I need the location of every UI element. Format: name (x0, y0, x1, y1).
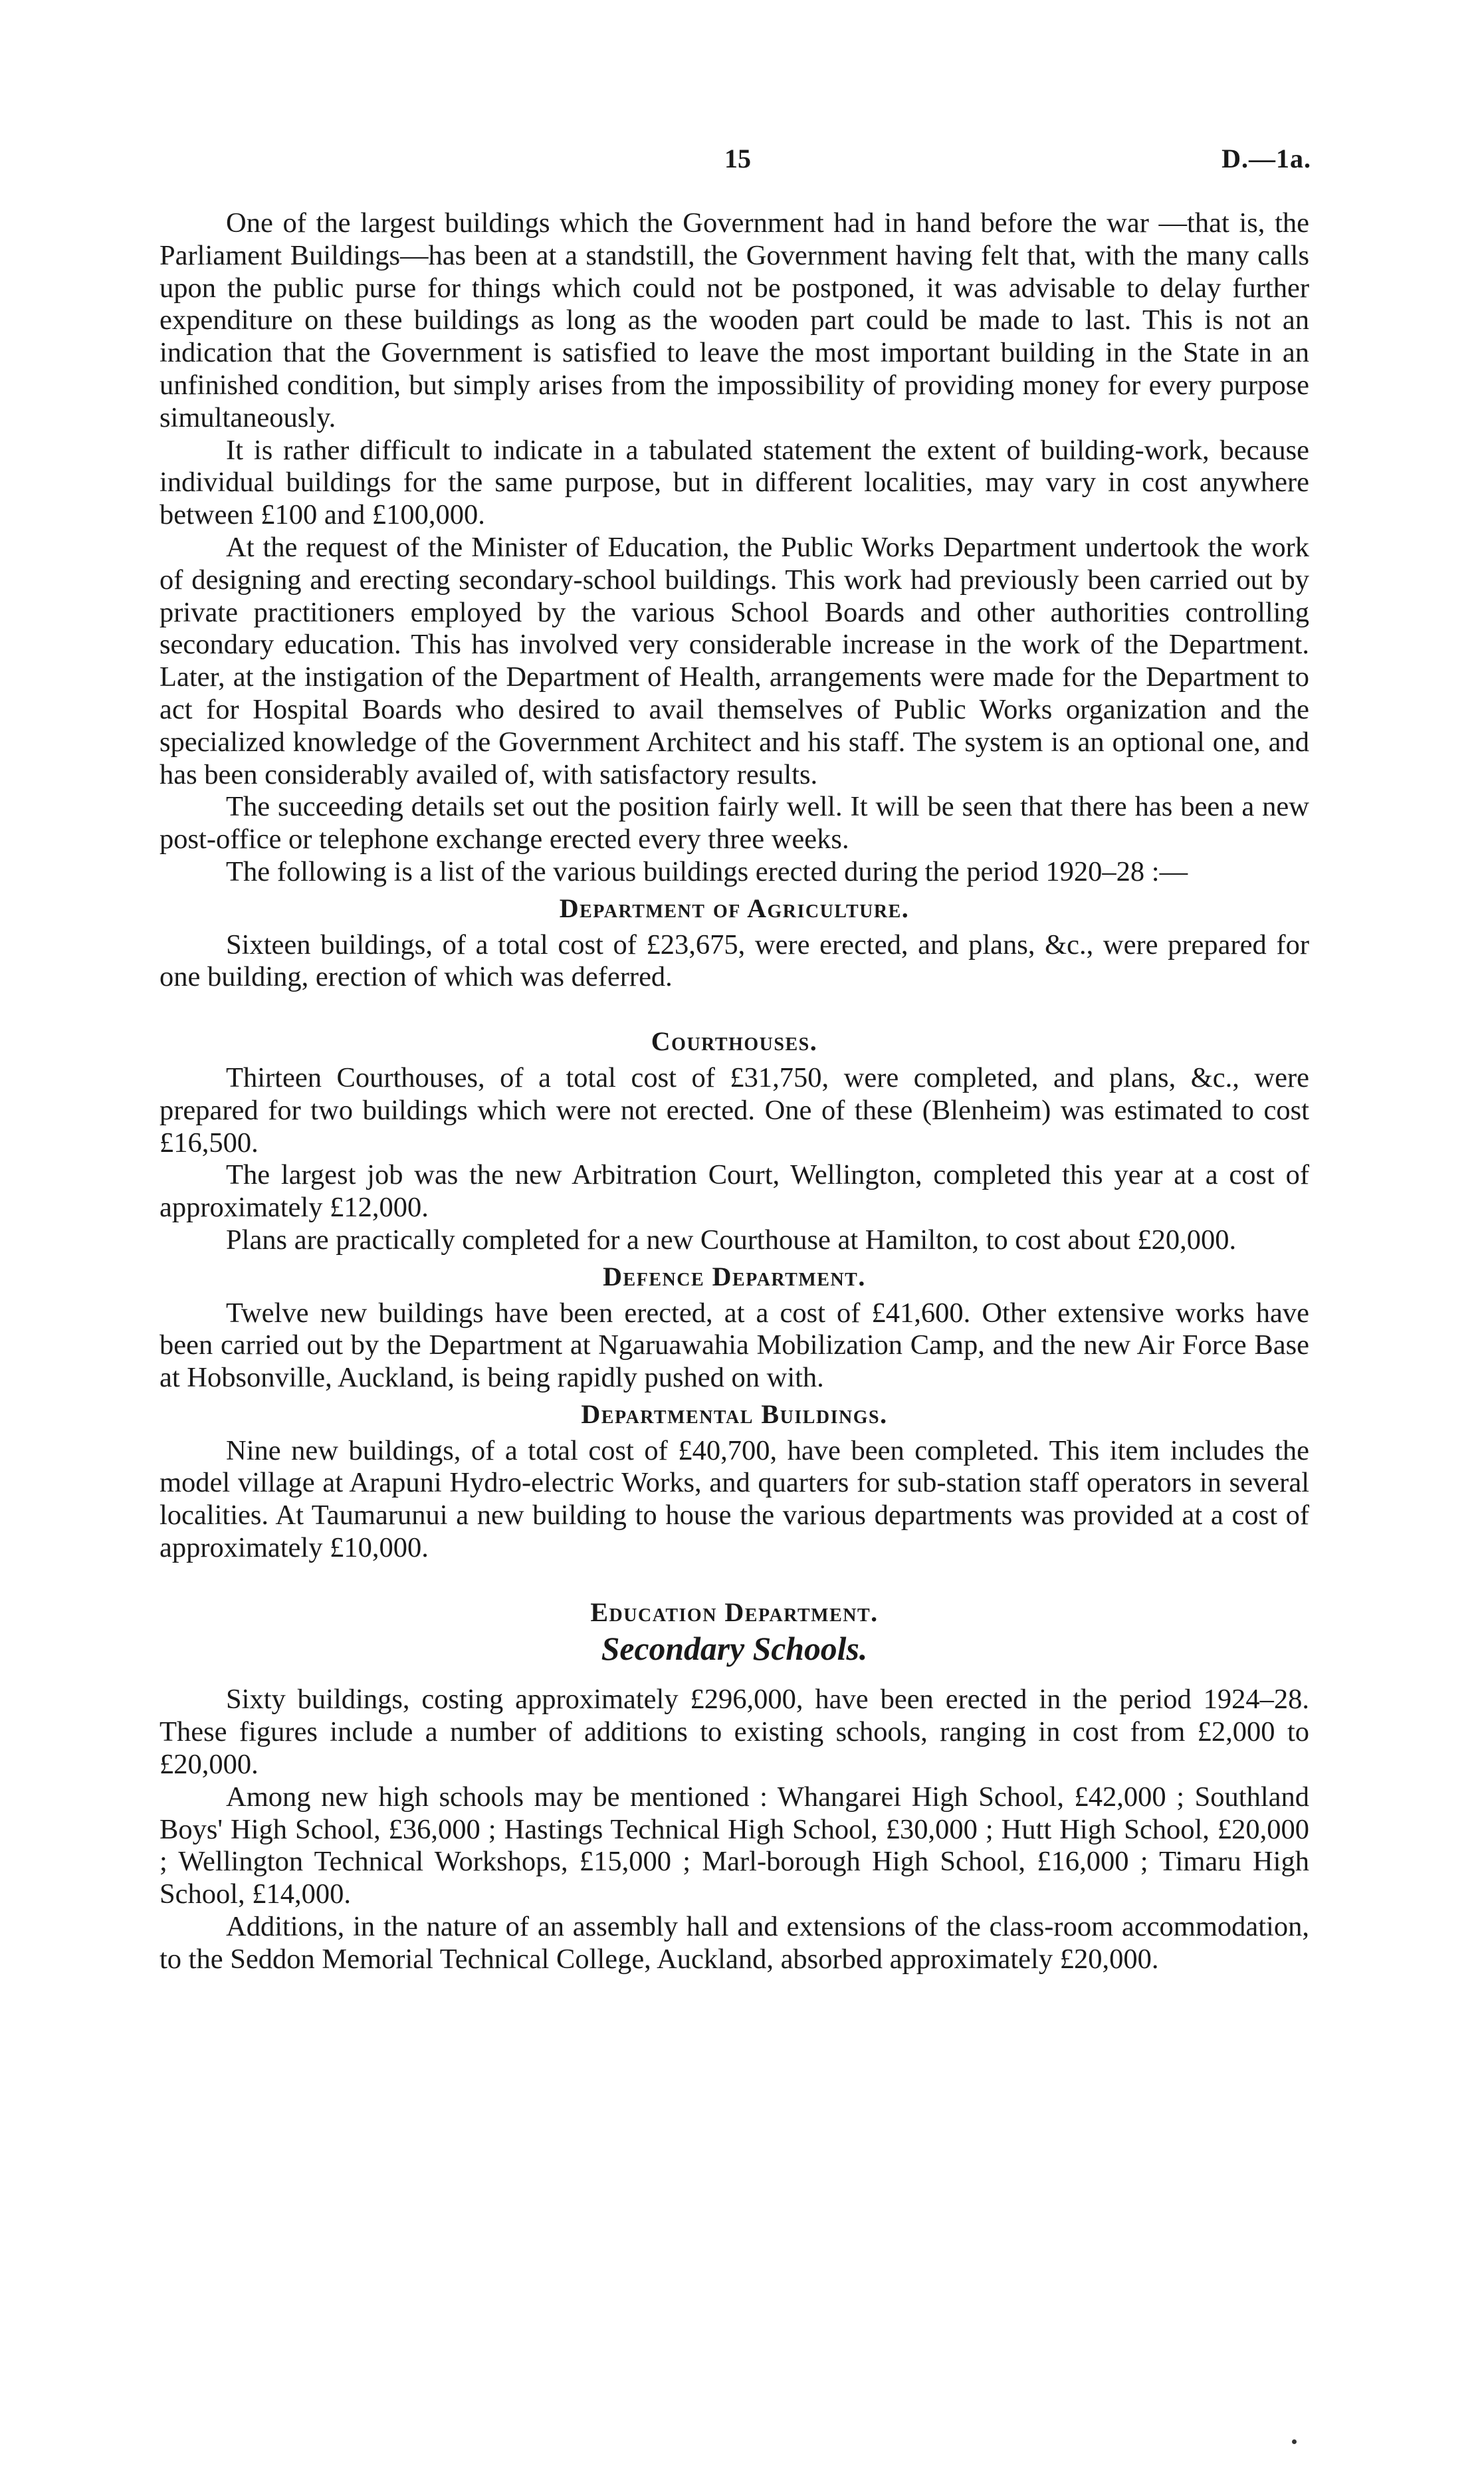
page-number: 15 (724, 144, 751, 173)
paragraph-agriculture: Sixteen buildings, of a total cost of £23,675, were erected, and plans, &c., were prepared for one building, erection of which was deferred. (159, 929, 1309, 993)
heading-departmental-buildings: Departmental Buildings. (581, 1399, 888, 1429)
paragraph-list-intro: The following is a list of the various buildings erected during the period 1920–28 :— (226, 855, 1188, 887)
paragraph-departmental-buildings: Nine new buildings, of a total cost of £40,700, have been completed. This item includes the model village at Arapuni Hydro-electric Works, and quarters for sub-station staff operators in several localities. At Taumarunui a new building to house the various departments was provided at a cost of approximately £10,000. (159, 1434, 1309, 1564)
paragraph-hamilton-courthouse: Plans are practically completed for a new Courthouse at Hamilton, to cost about £20,000. (226, 1224, 1237, 1256)
heading-courthouses: Courthouses. (651, 1026, 818, 1057)
paragraph-post-offices: The succeeding details set out the position fairly well. It will be seen that there has been a new post-office or telephone exchange erected every three weeks. (159, 791, 1309, 855)
paragraph-secondary-schools-total: Sixty buildings, costing approximately £296,000, have been erected in the period 1924–28. These figures include a number of additions to existing schools, ranging in cost from £2,000 to £20,000. (159, 1684, 1309, 1781)
paragraph-courthouses-completed: Thirteen Courthouses, of a total cost of £31,750, were completed, and plans, &c., were prepared for two buildings which were not erected. One of these (Blenheim) was estimated to cost £16,500. (159, 1062, 1309, 1159)
heading-department-of-agriculture: Department of Agriculture. (559, 893, 910, 923)
scan-speck (1292, 2439, 1297, 2444)
paragraph-seddon-memorial-college: Additions, in the nature of an assembly hall and extensions of the class-room accommodation, to the Seddon Memorial Technical College, Auckland, absorbed approximately £20,000. (159, 1911, 1309, 1975)
page-body (159, 207, 1309, 1976)
paragraph-defence: Twelve new buildings have been erected, at a cost of £41,600. Other extensive works have been carried out by the Department at Ngaruawahia Mobilization Camp, and the new Air Force Base at Hobsonville, Auckland, is being rapidly pushed on with. (159, 1297, 1309, 1394)
paragraph-building-work-cost: It is rather difficult to indicate in a tabulated statement the extent of building-work, because individual buildings for the same purpose, but in different localities, may vary in cost anywhere between £100 and £100,000. (159, 434, 1309, 531)
paragraph-new-high-schools: Among new high schools may be mentioned : Whangarei High School, £42,000 ; Southland Boys' High School, £36,000 ; Hastings Technical High School, £30,000 ; Hutt High School, £20,000 ; Wellington Technical Workshops, £15,000 ; Marl-borough High School, £16,000 ; Timaru High School, £14,000. (159, 1781, 1309, 1910)
heading-education-department: Education Department. (590, 1597, 879, 1627)
paragraph-arbitration-court: The largest job was the new Arbitration Court, Wellington, completed this year at a cost of approximately £12,000. (159, 1159, 1309, 1224)
heading-defence-department: Defence Department. (603, 1261, 866, 1291)
paragraph-secondary-school-work: At the request of the Minister of Education, the Public Works Department undertook the work of designing and erecting secondary-school buildings. This work had previously been carried out by private practitioners employed by the various School Boards and other authorities controlling secondary education. This has involved very considerable increase in the work of the Department. Later, at the instigation of the Department of Health, arrangements were made for the Department to act for Hospital Boards who desired to avail themselves of Public Works organization and the specialized knowledge of the Government Architect and his staff. The system is an optional one, and has been considerably availed of, with satisfactory results. (159, 531, 1309, 790)
subheading-secondary-schools: Secondary Schools. (601, 1630, 868, 1667)
document-reference: D.—1a. (1221, 144, 1311, 173)
paragraph-parliament-buildings: One of the largest buildings which the Government had in hand before the war —that is, the Parliament Buildings—has been at a standstill, the Government having felt that, with the many calls upon the public purse for things which could not be postponed, it was advisable to delay further expenditure on these buildings as long as the wooden part could be made to last. This is not an indication that the Government is satisfied to leave the most important building in the State in an unfinished condition, but simply arises from the impossibility of providing money for every purpose simultaneously. (159, 207, 1309, 433)
